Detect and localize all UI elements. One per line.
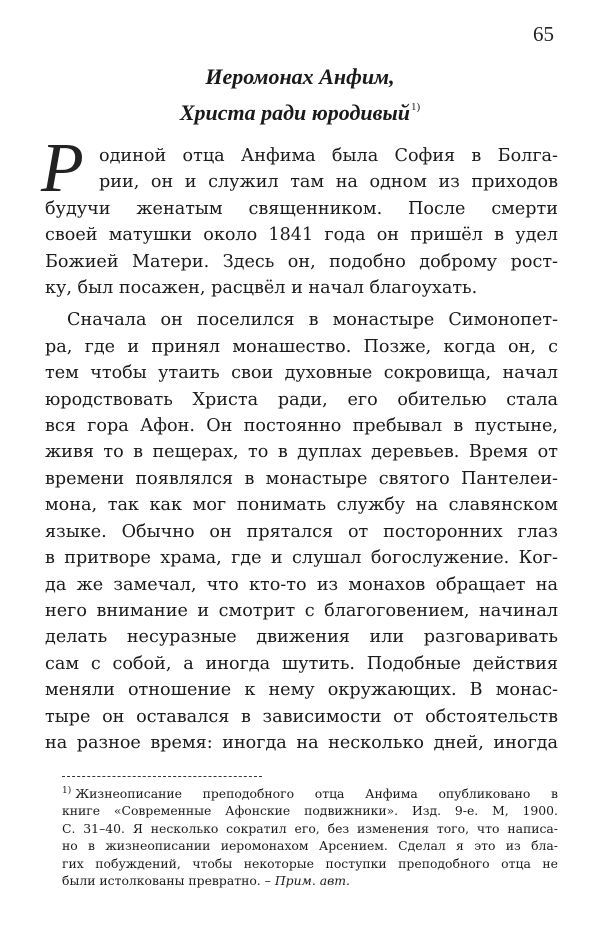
text-line: одиной отца Анфима была София в Болга- <box>99 146 558 166</box>
text-line: сам с собой, а иногда шутить. Подобные действия <box>45 653 558 674</box>
chapter-title <box>40 62 560 128</box>
chapter-title-line-2-text: Христа ради юродивый <box>179 100 410 125</box>
paragraph-1 <box>41 130 558 301</box>
text-line: юродствовать Христа ради, его обителью стала <box>45 389 558 410</box>
footnote-marker: 1) <box>62 786 72 796</box>
text-line: тыре он оставался в зависимости от обстоятельств <box>45 706 558 727</box>
text-line: рии, он и служил там на одном из приходов <box>99 172 558 193</box>
footnote-attribution: Прим. авт. <box>274 873 350 889</box>
footnote-divider <box>62 776 262 777</box>
text-line: ра, где и принял монашество. Позже, когда он, с <box>45 336 558 357</box>
text-line: будучи женатым священником. После смерти <box>45 198 558 219</box>
footnote-line: С. 31–40. Я несколько сократил его, без изменения того, что написа- <box>62 820 558 836</box>
text-line: времени появлялся в монастыре святого Пантелеи- <box>45 468 558 489</box>
page-number: 65 <box>533 22 554 46</box>
body-text <box>41 130 558 756</box>
text-line: Сначала он поселился в монастыре Симонопет- <box>67 310 558 331</box>
footnote-line-text: Жизнеописание преподобного отца Анфима опубликовано в <box>75 786 558 801</box>
text-line: мона, так как мог понимать службу на славянском <box>45 495 558 516</box>
text-line: Божией Матери. Здесь он, подобно доброму рост- <box>45 251 558 272</box>
text-line: него внимание и смотрит с благоговением, начинал <box>45 600 558 621</box>
text-line: в притворе храма, где и слушал богослужение. Ког- <box>45 548 558 569</box>
chapter-title-line-2 <box>40 92 560 128</box>
footnote-line <box>62 783 558 802</box>
footnote-line: книге «Современные Афонские подвижники». Изд. 9-е. М, 1900. <box>62 803 558 819</box>
text-line: тем чтобы утаить свои духовные сокровища, начал <box>45 363 558 384</box>
chapter-title-line-1: Иеромонах Анфим, <box>205 64 395 89</box>
footnote-line: гих побуждений, чтобы некоторые поступки преподобного отца не <box>62 855 558 871</box>
text-line: вся гора Афон. Он постоянно пребывал в пустыне, <box>45 416 558 437</box>
text-line: на разное время: иногда на несколько дней, иногда <box>45 732 558 753</box>
footnote-line <box>62 872 558 889</box>
drop-cap: Р <box>41 130 84 207</box>
text-line: своей матушки около 1841 года он пришёл в удел <box>45 225 558 246</box>
footnote-reference: 1) <box>411 101 421 113</box>
text-line: языке. Обычно он прятался от посторонних глаз <box>45 521 558 542</box>
text-line: ку, был посажен, расцвёл и начал благоухать. <box>45 278 478 299</box>
paragraph-2 <box>45 307 558 756</box>
text-line: да же замечал, что кто-то из монахов обращает на <box>45 574 558 595</box>
text-line: делать несуразные движения или разговаривать <box>45 627 558 648</box>
footnote <box>62 783 558 889</box>
footnote-line: но в жизнеописании иеромонахом Арсением. Сделал я это из бла- <box>62 838 558 854</box>
text-line: живя то в пещерах, то в дуплах деревьев. Время от <box>45 442 558 463</box>
footnote-line-text: были истолкованы превратно. – <box>62 873 271 889</box>
text-line: меняли отношение к нему окружающих. В монас- <box>45 680 558 701</box>
